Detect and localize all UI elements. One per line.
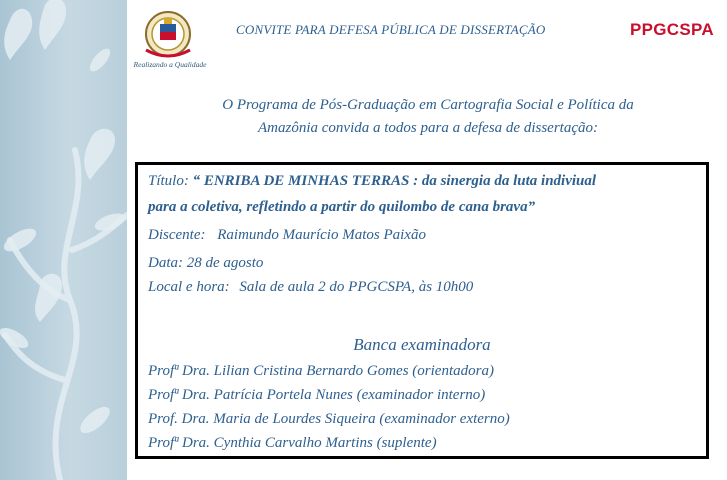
university-seal-icon (132, 8, 204, 64)
thesis-title-part-1: “ ENRIBA DE MINHAS TERRAS : da sinergia da luta indiviual (192, 173, 597, 189)
date-value: 28 de agosto (186, 255, 264, 271)
thesis-title-part-2: para a coletiva, refletindo a partir do quilombo de cana brava” (148, 199, 536, 215)
committee-heading: Banca examinadora (353, 335, 491, 354)
place-value: Sala de aula 2 do PPGCSPA, às 10h00 (239, 279, 474, 295)
page-title: CONVITE PARA DEFESA PÚBLICA DE DISSERTAÇÃO (236, 22, 546, 37)
intro-line-2: Amazônia convida a todos para a defesa de dissertação: (258, 120, 598, 136)
place-line (148, 279, 473, 296)
committee-member: Profª Dra. Lilian Cristina Bernardo Gomes (orientadora) (148, 363, 494, 379)
student-label: Discente: (148, 227, 206, 243)
student-name: Raimundo Maurício Matos Paixão (217, 227, 426, 243)
title-label: Título: (148, 173, 189, 189)
date-label: Data: (148, 255, 183, 271)
committee-member: Prof. Dra. Maria de Lourdes Siqueira (examinador externo) (148, 411, 510, 427)
defense-details-box (135, 162, 709, 459)
place-label: Local e hora: (148, 279, 230, 295)
program-brand: PPGCSPA (630, 20, 714, 39)
invitation-header (0, 0, 727, 80)
intro-line-1: O Programa de Pós-Graduação em Cartografia Social e Política da (222, 97, 634, 113)
logo-motto: Realizando a Qualidade (133, 60, 207, 69)
committee-member: Profª Dra. Patrícia Portela Nunes (examinador interno) (148, 387, 486, 403)
intro-paragraph (148, 94, 708, 140)
date-line (148, 255, 263, 272)
committee-member: Profª Dra. Cynthia Carvalho Martins (suplente) (148, 435, 437, 451)
student-line (148, 227, 426, 244)
title-line-1 (148, 173, 596, 190)
